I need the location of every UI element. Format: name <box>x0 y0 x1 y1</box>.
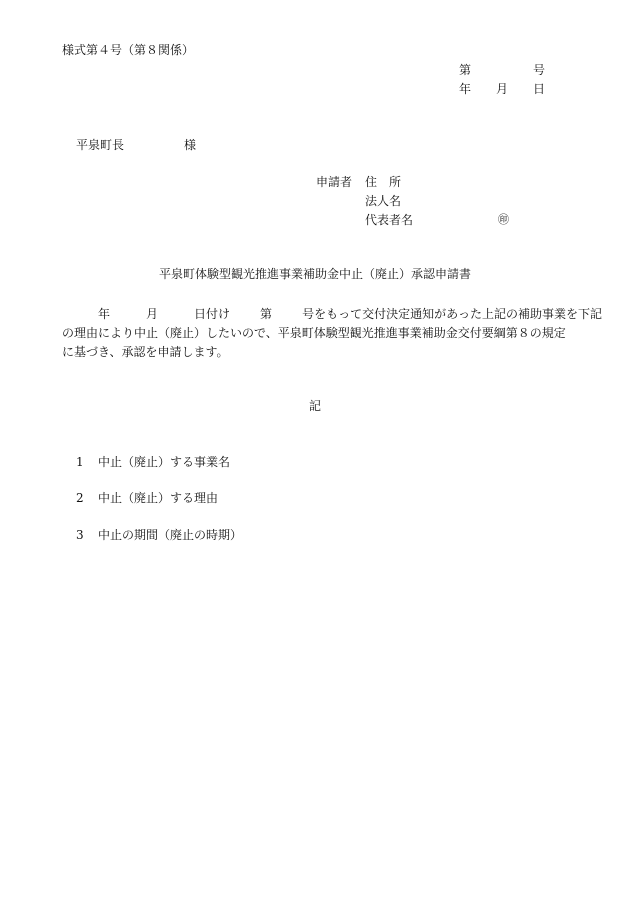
doc-no-suffix: 号 <box>532 63 545 77</box>
body-line-3: に基づき、承認を申請します。 <box>62 345 229 359</box>
body-line-1 <box>62 305 602 324</box>
addressee <box>76 137 196 153</box>
form-number: 様式第４号（第８関係） <box>62 43 195 57</box>
item-number: 2 <box>76 491 84 505</box>
document-number <box>459 62 545 78</box>
list-item <box>76 490 218 506</box>
seal-mark: ㊞ <box>498 213 509 226</box>
address-label: 住 所 <box>365 175 402 189</box>
item-text: 中止（廃止）する事業名 <box>98 455 231 469</box>
body-paragraph <box>62 305 602 362</box>
body-line-1-rest: 号をもって交付決定通知があった上記の補助事業を下記 <box>302 307 602 321</box>
representative-label: 代表者名 <box>365 213 414 227</box>
doc-no-prefix: 第 <box>459 63 472 77</box>
date-year: 年 <box>459 82 472 96</box>
date-day: 日 <box>532 82 545 96</box>
item-text: 中止の期間（廃止の時期） <box>98 528 243 542</box>
corporation-label: 法人名 <box>365 194 402 208</box>
item-number: 3 <box>76 528 84 542</box>
list-item <box>76 454 230 470</box>
body-no: 第 <box>260 307 273 321</box>
ki-heading: 記 <box>308 399 321 413</box>
body-month: 月 <box>146 307 159 321</box>
addressee-name: 平泉町長 <box>76 138 125 152</box>
date-month: 月 <box>495 82 508 96</box>
applicant-label: 申請者 <box>316 175 353 189</box>
addressee-honorific: 様 <box>184 138 197 152</box>
item-number: 1 <box>76 455 84 469</box>
list-item <box>76 527 242 543</box>
item-text: 中止（廃止）する理由 <box>98 491 219 505</box>
body-dated: 日付け <box>194 307 231 321</box>
document-date <box>459 81 545 97</box>
body-year: 年 <box>98 307 111 321</box>
body-line-2: の理由により中止（廃止）したいので、平泉町体験型観光推進事業補助金交付要綱第８の規定 <box>62 326 566 340</box>
document-title: 平泉町体験型観光推進事業補助金中止（廃止）承認申請書 <box>158 267 471 281</box>
